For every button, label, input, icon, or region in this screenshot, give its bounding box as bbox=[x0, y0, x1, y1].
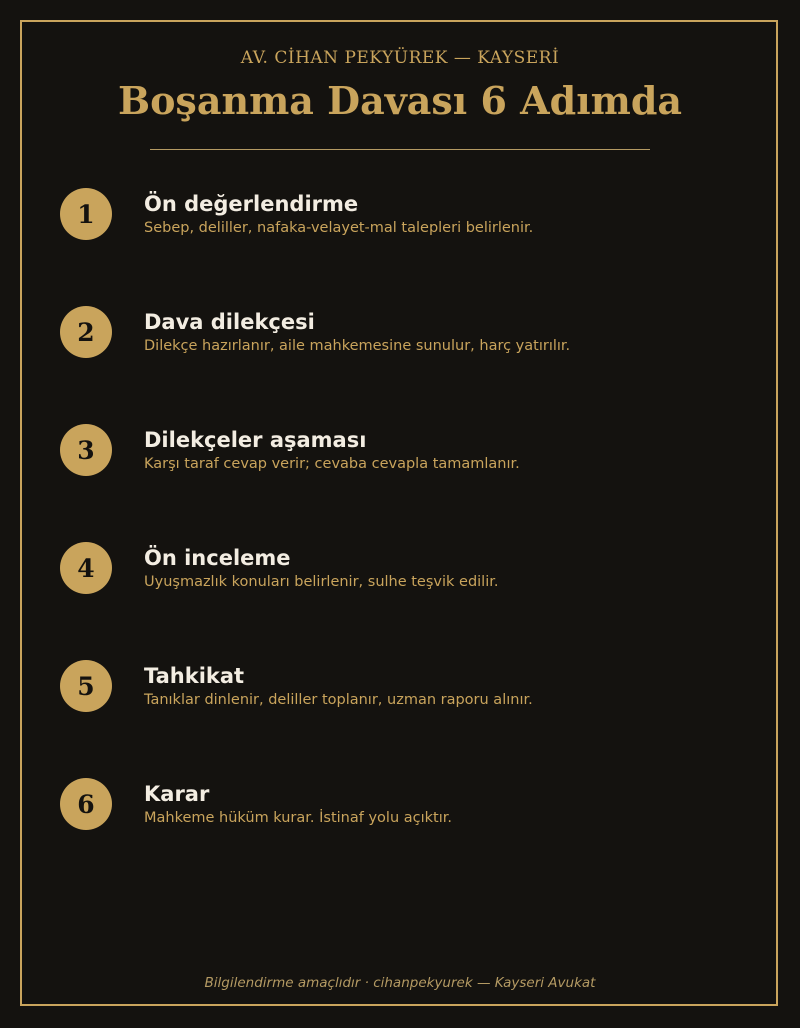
step-number-badge: 6 bbox=[60, 778, 112, 830]
step-item bbox=[0, 188, 800, 306]
title-divider bbox=[150, 149, 650, 150]
step-title: Dilekçeler aşaması bbox=[144, 428, 367, 452]
step-description: Dilekçe hazırlanır, aile mahkemesine sunulur, harç yatırılır. bbox=[144, 338, 571, 354]
step-item bbox=[0, 542, 800, 660]
step-number-badge: 5 bbox=[60, 660, 112, 712]
step-number-badge: 4 bbox=[60, 542, 112, 594]
step-item bbox=[0, 306, 800, 424]
firm-name: AV. CİHAN PEKYÜREK — KAYSERİ bbox=[240, 48, 560, 68]
step-title: Ön inceleme bbox=[144, 546, 291, 570]
step-item bbox=[0, 778, 800, 896]
step-description: Uyuşmazlık konuları belirlenir, sulhe teşvik edilir. bbox=[144, 574, 499, 590]
page-title: Boşanma Davası 6 Adımda bbox=[117, 78, 683, 123]
step-number-badge: 2 bbox=[60, 306, 112, 358]
step-title: Dava dilekçesi bbox=[144, 310, 315, 334]
step-description: Sebep, deliller, nafaka-velayet-mal talepleri belirlenir. bbox=[144, 220, 534, 236]
step-description: Mahkeme hüküm kurar. İstinaf yolu açıktır. bbox=[144, 810, 452, 826]
step-title: Karar bbox=[144, 782, 210, 806]
footer-note: Bilgilendirme amaçlıdır · cihanpekyurek — Kayseri Avukat bbox=[204, 975, 596, 991]
step-description: Karşı taraf cevap verir; cevaba cevapla tamamlanır. bbox=[144, 456, 520, 472]
step-item bbox=[0, 660, 800, 778]
step-item bbox=[0, 424, 800, 542]
step-number-badge: 3 bbox=[60, 424, 112, 476]
step-description: Tanıklar dinlenir, deliller toplanır, uzman raporu alınır. bbox=[144, 692, 533, 708]
step-title: Tahkikat bbox=[144, 664, 245, 688]
step-number-badge: 1 bbox=[60, 188, 112, 240]
step-title: Ön değerlendirme bbox=[144, 192, 359, 216]
